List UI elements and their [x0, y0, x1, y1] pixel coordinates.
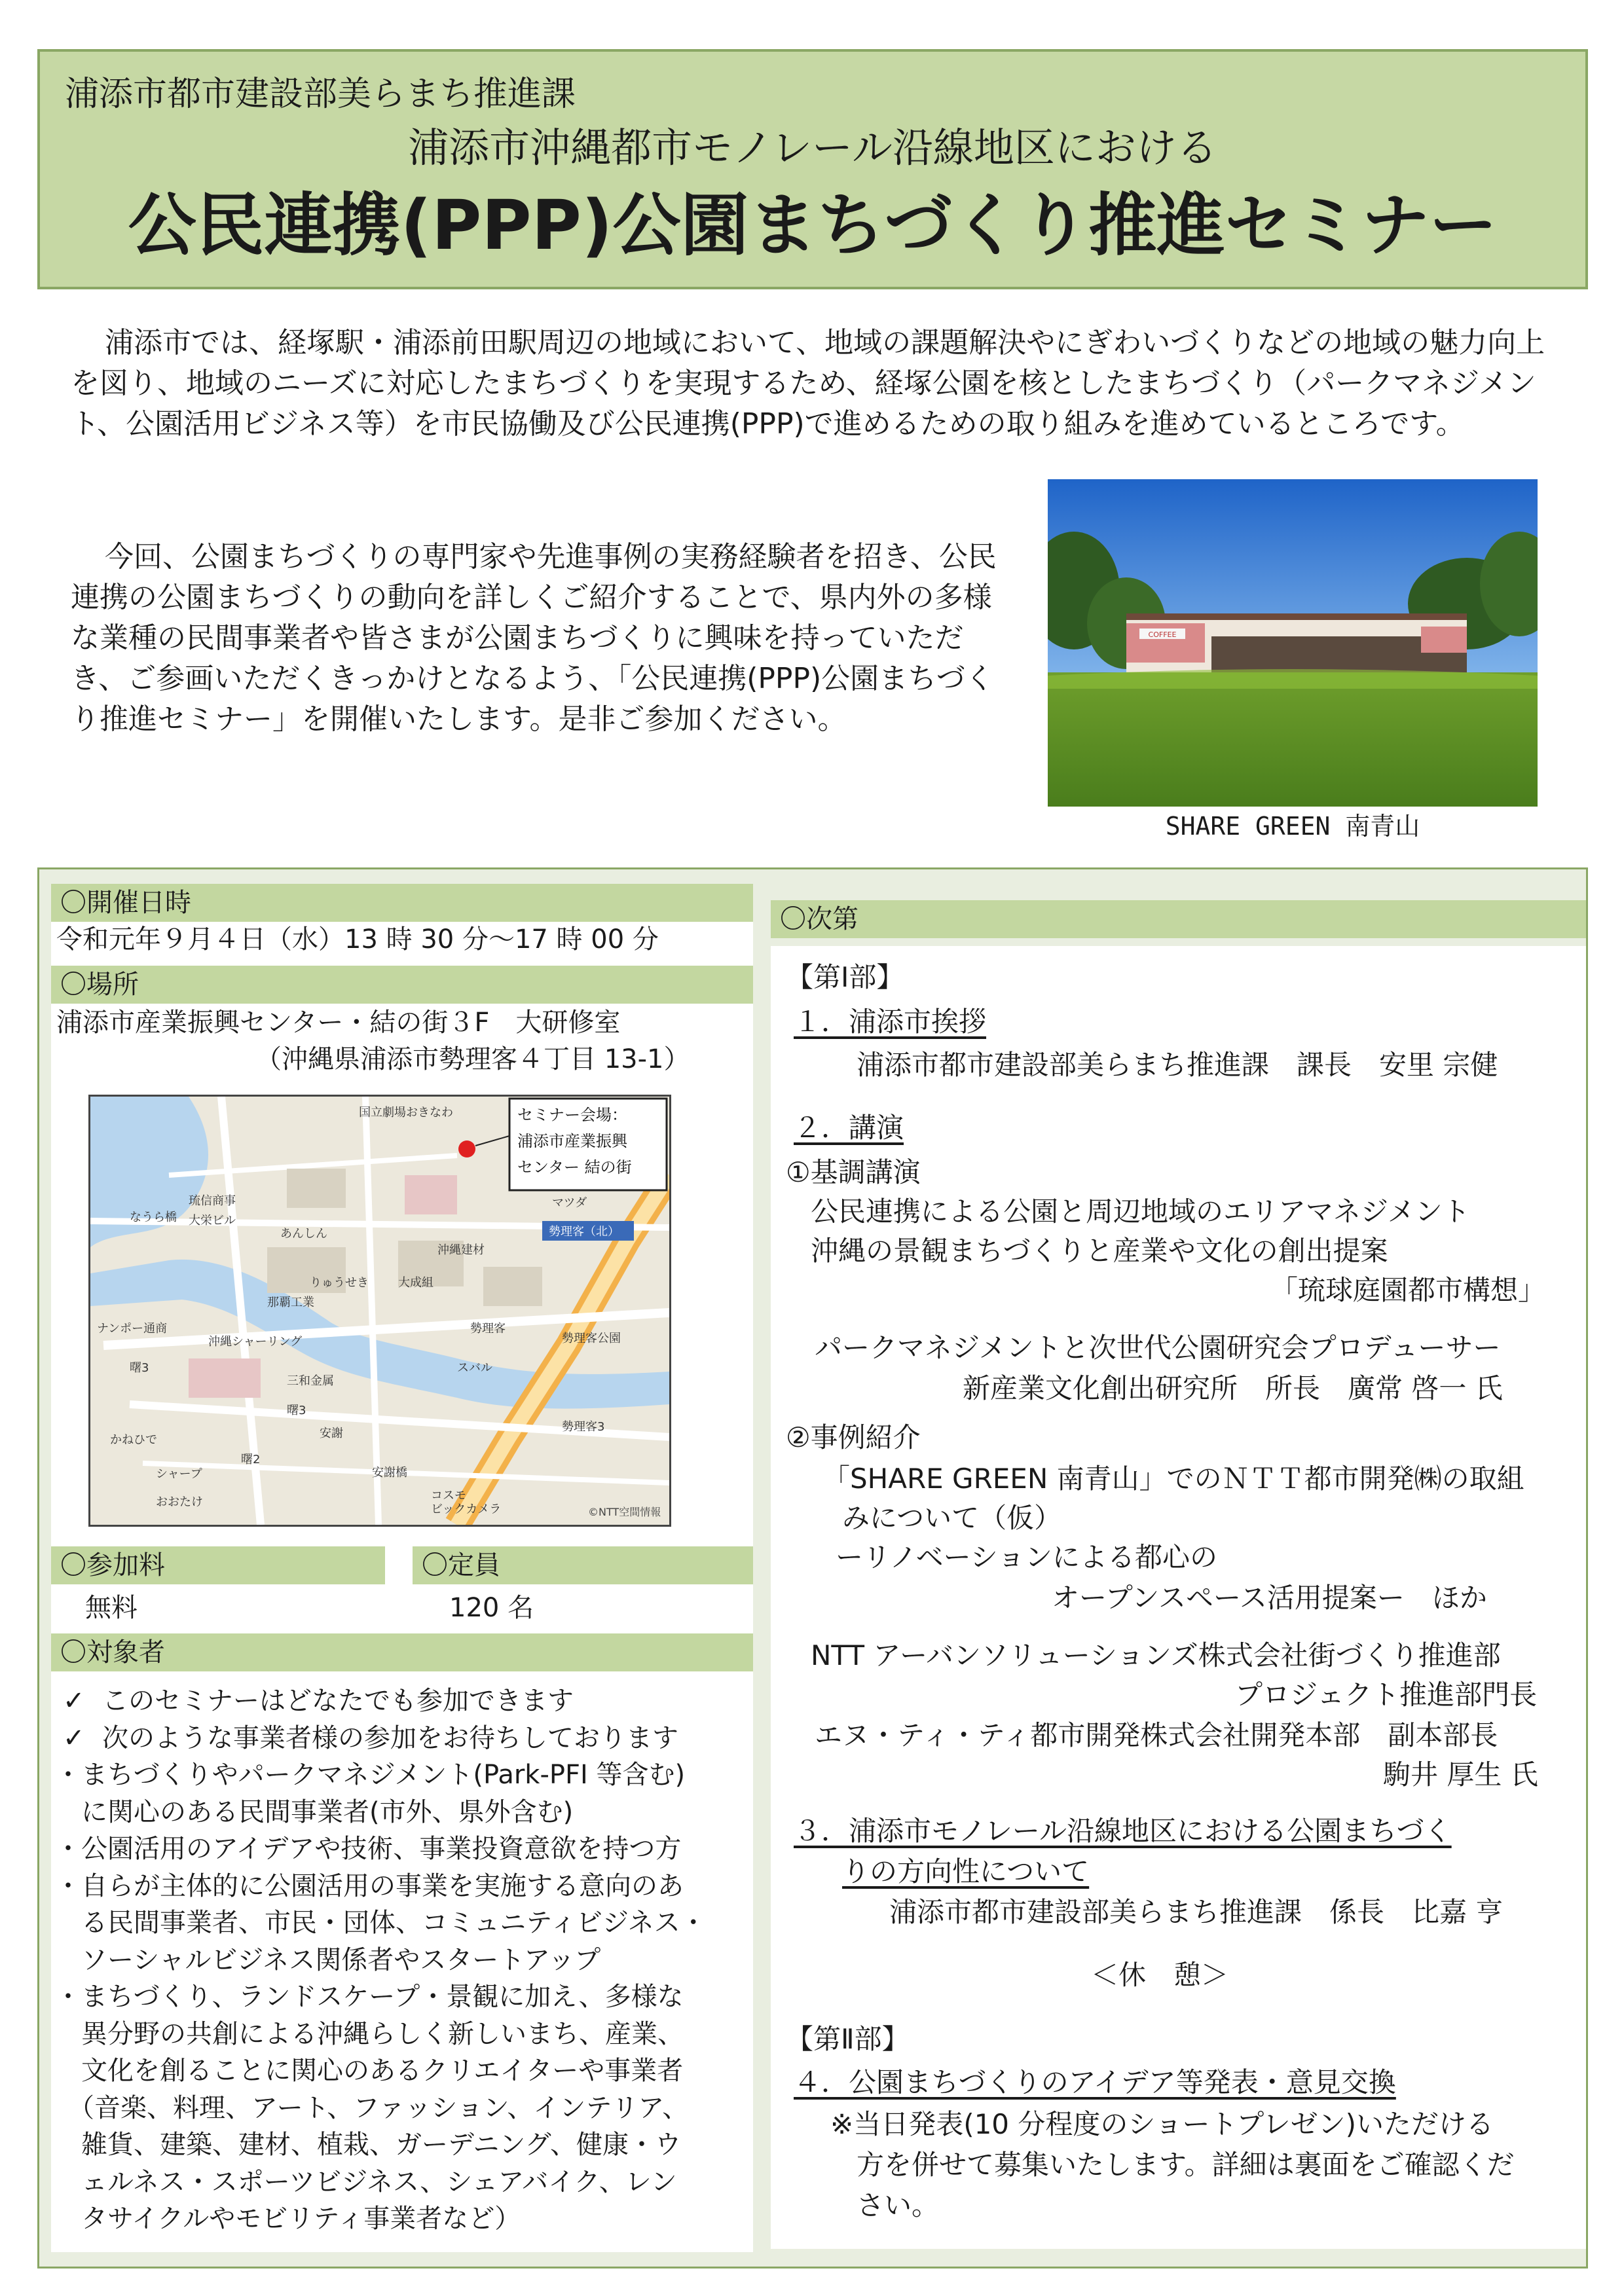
photo-caption: SHARE GREEN 南青山: [1165, 812, 1420, 841]
target-line: 文化を創ることに関心のあるクリエイターや事業者: [55, 2056, 684, 2086]
date-heading: 〇開催日時: [51, 884, 753, 922]
fee-heading: 〇参加料: [51, 1546, 385, 1584]
map-label: りゅうせき: [310, 1276, 369, 1290]
map-label: おおたけ: [156, 1495, 203, 1509]
capacity-value: 120 名: [449, 1593, 534, 1623]
target-line: る民間事業者、市民・団体、コミュニティビジネス・: [55, 1908, 707, 1938]
department-name: 浦添市都市建設部美らまち推進課: [65, 75, 576, 114]
check-icon: ✓: [63, 1722, 85, 1753]
case-line-3: ーリノベーションによる都心の: [836, 1541, 1217, 1573]
map-label: 曙3: [287, 1404, 306, 1417]
agenda-item-2-title: ２．講演: [794, 1112, 904, 1144]
keynote-line-2: 沖縄の景観まちづくりと産業や文化の創出提案: [811, 1235, 1388, 1267]
map-label: シャープ: [156, 1467, 202, 1481]
map-label: コスモ: [431, 1489, 466, 1503]
map-label: 国立劇場おきなわ: [359, 1106, 453, 1120]
map-label: 勢理客公園: [562, 1332, 621, 1345]
agenda-break: ＜休 憩＞: [1091, 1959, 1229, 1991]
map-callout-line-1: セミナー会場：: [517, 1106, 627, 1124]
agenda-item-1-speaker: 浦添市都市建設部美らまち推進課 課長 安里 宗健: [857, 1049, 1498, 1081]
agenda-heading: 〇次第: [771, 900, 1586, 938]
map-label: ナンポー通商: [97, 1322, 168, 1336]
case-speaker-1: NTT アーバンソリューションズ株式会社街づくり推進部: [811, 1639, 1501, 1671]
map-copyright: ©NTT空間情報: [588, 1506, 661, 1518]
agenda-part-2: 【第Ⅱ部】: [786, 2023, 910, 2055]
map-label: 沖縄シャーリング: [208, 1335, 303, 1349]
keynote-title: ①基調講演: [786, 1156, 921, 1188]
park-photo-image: [1048, 479, 1538, 807]
venue-name: 浦添市産業振興センター・結の街３F 大研修室: [56, 1008, 621, 1038]
keynote-speaker-2: 新産業文化創出研究所 所長 廣常 啓一 氏: [963, 1372, 1503, 1404]
agenda-item-3-title-1: ３．浦添市モノレール沿線地区における公園まちづく: [794, 1815, 1452, 1847]
map-callout-line-2: 浦添市産業振興: [517, 1132, 627, 1150]
venue-address: （沖縄県浦添市勢理客４丁目 13-1）: [255, 1044, 690, 1074]
map-label: 三和金属: [287, 1374, 334, 1388]
venue-map: [88, 1095, 671, 1527]
map-label: 勢理客3: [562, 1420, 605, 1434]
intro-paragraph-1: [71, 323, 1557, 501]
check-icon: ✓: [63, 1686, 85, 1716]
map-label: 沖縄建材: [437, 1243, 485, 1257]
coffee-sign: COFFEE: [1148, 630, 1177, 639]
venue-map-image: [90, 1097, 669, 1525]
agenda-item-4-note-1: ※当日発表(10 分程度のショートプレゼン)いただける: [830, 2108, 1494, 2140]
case-speaker-4: 駒井 厚生 氏: [1383, 1758, 1538, 1791]
map-label: 大栄ビル: [189, 1214, 236, 1228]
target-list: [55, 1683, 749, 2238]
target-line: タサイクルやモビリティ事業者など）: [55, 2204, 521, 2234]
map-label: ビックカメラ: [431, 1503, 502, 1516]
page-title: 公民連携(PPP)公園まちづくり推進セミナー: [128, 185, 1498, 265]
agenda-item-4-title: ４．公園まちづくりのアイデア等発表・意見交換: [794, 2066, 1396, 2098]
target-line: （音楽、料理、アート、ファッション、インテリア、: [55, 2092, 689, 2123]
agenda-item-3-speaker: 浦添市都市建設部美らまち推進課 係長 比嘉 亨: [889, 1896, 1504, 1928]
target-line: ・まちづくり、ランドスケープ・景観に加え、多様な: [55, 1982, 684, 2012]
case-speaker-3: エヌ・ティ・ティ都市開発株式会社開発本部 副本部長: [815, 1719, 1498, 1751]
keynote-subtitle: 「琉球庭園都市構想」: [1270, 1274, 1546, 1306]
case-line-4: オープンスペース活用提案ー ほか: [1052, 1582, 1487, 1614]
map-label: スバル: [457, 1361, 492, 1375]
target-check-1: ✓ このセミナーはどなたでも参加できます: [55, 1683, 749, 1720]
map-label: あんしん: [280, 1227, 327, 1241]
fee-value: 無料: [85, 1593, 138, 1623]
header-banner: [37, 49, 1588, 289]
target-check-2: ✓ 次のような事業者様の参加をお待ちしております: [55, 1720, 749, 1757]
target-line: ェルネス・スポーツビジネス、シェアバイク、レン: [55, 2166, 677, 2197]
target-line: ・まちづくりやパークマネジメント(Park-PFI 等含む): [55, 1760, 686, 1790]
map-callout-line-3: センター 結の街: [517, 1158, 632, 1176]
map-label: 曙3: [130, 1361, 149, 1375]
map-label: 那覇工業: [267, 1296, 314, 1309]
intro-paragraph-2: [71, 537, 1001, 792]
target-line: に関心のある民間事業者(市外、県外含む): [55, 1796, 574, 1827]
agenda-part-1: 【第Ⅰ部】: [786, 961, 904, 993]
page-subtitle: 浦添市沖縄都市モノレール沿線地区における: [408, 124, 1217, 172]
case-title: ②事例紹介: [786, 1421, 921, 1453]
agenda-item-1-title: １．浦添市挨拶: [794, 1006, 987, 1038]
map-label: 安謝: [320, 1427, 343, 1440]
map-label: 琉信商事: [189, 1194, 236, 1208]
map-station-label: 勢理客（北）: [549, 1225, 619, 1239]
case-line-1: 「SHARE GREEN 南青山」でのＮＴＴ都市開発㈱の取組: [822, 1463, 1524, 1495]
intro-text-1: 浦添市では、経塚駅・浦添前田駅周辺の地域において、地域の課題解決やにぎわいづくりなどの地域の魅力向上を図り、地域のニーズに対応したまちづくりを実現するため、経塚公園を核としたまちづくり（パークマネジメント、公園活用ビジネス等）を市民協働及び公民連携(PPP)で進めるための取り組みを進めているところです。: [71, 326, 1545, 441]
map-label: 曙2: [241, 1453, 261, 1467]
map-label: マツダ: [552, 1196, 587, 1210]
map-label: なうら橋: [130, 1211, 177, 1224]
keynote-line-1: 公民連携による公園と周辺地域のエリアマネジメント: [811, 1195, 1470, 1228]
map-label: 勢理客: [470, 1322, 506, 1336]
case-speaker-2: プロジェクト推進部門長: [1235, 1679, 1538, 1711]
target-heading: 〇対象者: [51, 1633, 753, 1671]
venue-marker-icon: [458, 1140, 475, 1157]
map-label: 大成組: [398, 1276, 434, 1290]
case-line-2: みについて（仮）: [842, 1502, 1062, 1534]
date-value: 令和元年９月４日（水）13 時 30 分～17 時 00 分: [56, 924, 659, 955]
target-line: 異分野の共創による沖縄らしく新しいまち、産業、: [55, 2018, 684, 2049]
map-label: かねひで: [110, 1433, 157, 1447]
capacity-heading: 〇定員: [413, 1546, 753, 1584]
target-line: 雑貨、建築、建材、植栽、ガーデニング、健康・ウ: [55, 2130, 681, 2160]
park-photo: [1048, 479, 1538, 807]
agenda-item-3-title-2: りの方向性について: [842, 1855, 1090, 1887]
map-label: 安謝橋: [372, 1466, 407, 1480]
target-line: ・自らが主体的に公園活用の事業を実施する意向のあ: [55, 1870, 684, 1901]
agenda-item-4-note-2: 方を併せて募集いたします。詳細は裏面をご確認くだ: [857, 2149, 1515, 2181]
target-line: ・公園活用のアイデアや技術、事業投資意欲を持つ方: [55, 1834, 682, 1864]
venue-heading: 〇場所: [51, 966, 753, 1004]
keynote-speaker-1: パークマネジメントと次世代公園研究会プロデューサー: [815, 1332, 1501, 1364]
agenda-item-4-note-3: さい。: [857, 2189, 940, 2221]
target-line: ソーシャルビジネス関係者やスタートアップ: [55, 1944, 601, 1975]
intro-text-2: 今回、公園まちづくりの専門家や先進事例の実務経験者を招き、公民連携の公園まちづくりの動向を詳しくご紹介することで、県内外の多様な業種の民間事業者や皆さまが公園まちづくりに興味を持っていただき、ご参画いただくきっかけとなるよう、「公民連携(PPP)公園まちづくり推進セミナー」を開催いたします。是非ご参加ください。: [71, 540, 997, 736]
